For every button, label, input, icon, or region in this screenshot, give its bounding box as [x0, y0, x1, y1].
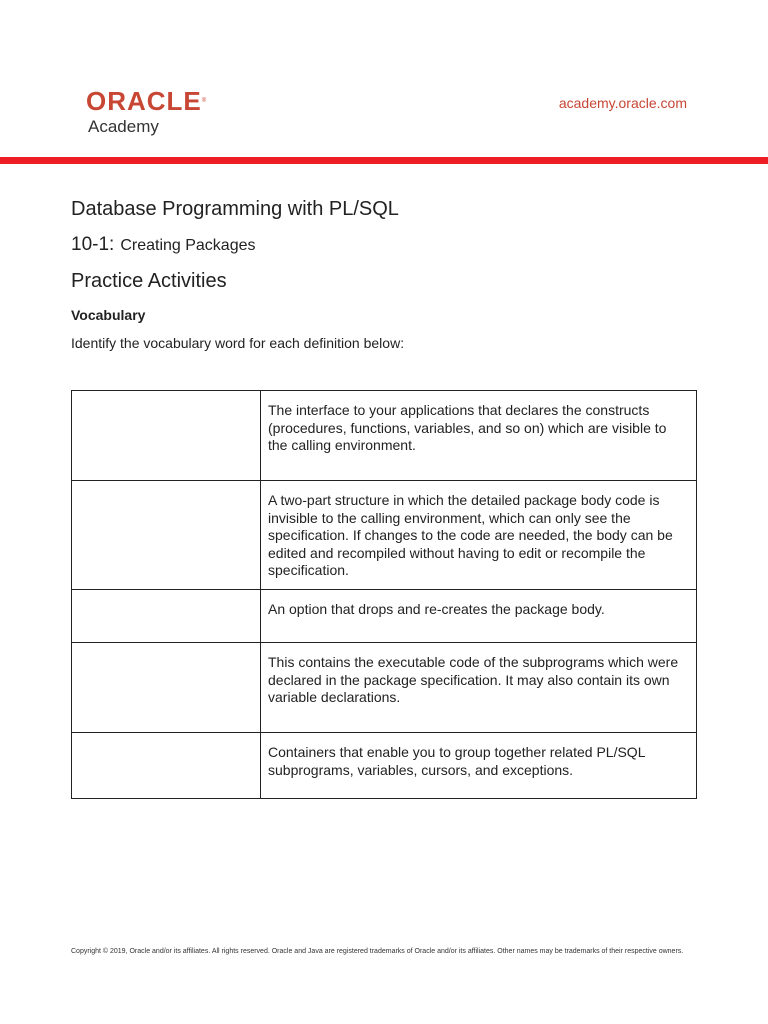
definition-cell: An option that drops and re-creates the package body.: [261, 590, 697, 643]
copyright-footer: Copyright © 2019, Oracle and/or its affiliates. All rights reserved. Oracle and Java are registered trademarks of Oracle and/or its affiliates. Other names may be trademarks of their respective owners.: [71, 948, 684, 955]
vocabulary-word-cell[interactable]: [72, 643, 261, 733]
definition-cell: The interface to your applications that declares the constructs (procedures, functions, variables, and so on) which are visible to the calling environment.: [261, 391, 697, 481]
table-row: [72, 391, 697, 481]
vocabulary-word-cell[interactable]: [72, 391, 261, 481]
vocabulary-word-cell[interactable]: [72, 481, 261, 590]
table-row: [72, 481, 697, 590]
definition-cell: A two-part structure in which the detailed package body code is invisible to the calling environment, which can only see the specification. If changes to the code are needed, the body can be edited and recompiled without having to edit or recompile the specification.: [261, 481, 697, 590]
logo-subtitle: Academy: [88, 117, 159, 136]
site-url-link[interactable]: academy.oracle.com: [558, 95, 687, 111]
oracle-academy-logo: [86, 86, 206, 137]
table-row: [72, 643, 697, 733]
instruction-text: Identify the vocabulary word for each definition below:: [71, 335, 405, 351]
definition-cell: Containers that enable you to group together related PL/SQL subprograms, variables, cursors, and exceptions.: [261, 733, 697, 799]
activities-title: Practice Activities: [71, 270, 227, 292]
logo-wordmark: ORACLE®: [86, 86, 207, 116]
table-row: [72, 590, 697, 643]
vocabulary-word-cell[interactable]: [72, 733, 261, 799]
lesson-heading: [71, 234, 256, 256]
vocabulary-table: [71, 390, 697, 799]
course-title: Database Programming with PL/SQL: [71, 198, 399, 220]
lesson-number: 10-1:: [71, 234, 115, 255]
lesson-name: Creating Packages: [120, 237, 256, 254]
vocabulary-word-cell[interactable]: [72, 590, 261, 643]
section-title: Vocabulary: [71, 307, 146, 323]
definition-cell: This contains the executable code of the subprograms which were declared in the package specification. It may also contain its own variable declarations.: [261, 643, 697, 733]
table-row: [72, 733, 697, 799]
header-divider: [0, 157, 768, 164]
